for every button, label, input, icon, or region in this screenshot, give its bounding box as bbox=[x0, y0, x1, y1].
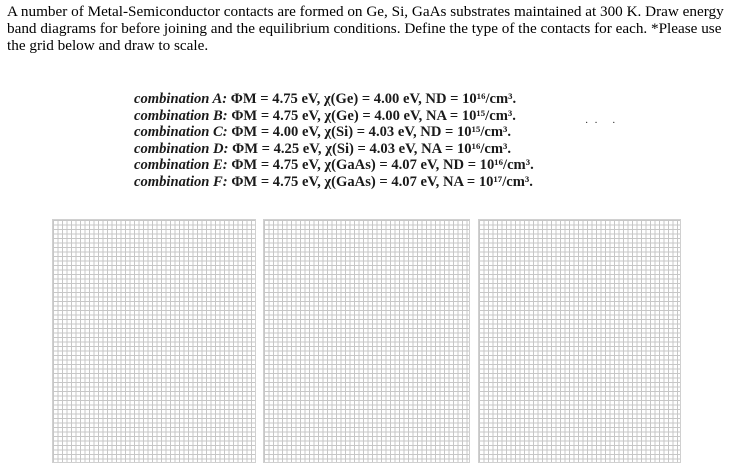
combination-params: ΦM = 4.25 eV, χ(Si) = 4.03 eV, NA = 10¹⁶/cm³. bbox=[232, 140, 512, 157]
combination-f bbox=[134, 174, 654, 191]
drawing-grid-1 bbox=[52, 219, 256, 463]
combination-params: ΦM = 4.75 eV, χ(GaAs) = 4.07 eV, ND = 10¹⁶/cm³. bbox=[231, 157, 534, 173]
question-text: A number of Metal-Semiconductor contacts are formed on Ge, Si, GaAs substrates maintained at 300 K. Draw energy band diagrams for before joining and the equilibrium conditions. Define the type of the contacts for each. *Please use the grid below and draw to scale. bbox=[7, 3, 724, 54]
combination-b bbox=[134, 108, 654, 125]
combination-label: combination A: bbox=[134, 91, 228, 107]
combination-label: combination C: bbox=[134, 124, 228, 140]
combination-e bbox=[134, 157, 654, 174]
combination-params: ΦM = 4.75 eV, χ(GaAs) = 4.07 eV, NA = 10¹⁷/cm³. bbox=[231, 173, 533, 190]
combination-d bbox=[134, 141, 654, 158]
combination-label: combination F: bbox=[134, 173, 228, 190]
combination-label: combination B: bbox=[134, 107, 228, 124]
combination-params: ΦM = 4.75 eV, χ(Ge) = 4.00 eV, ND = 10¹⁶/cm³. bbox=[230, 91, 517, 107]
combination-label: combination D: bbox=[134, 140, 229, 157]
drawing-grid-3 bbox=[478, 219, 681, 463]
combination-params: ΦM = 4.75 eV, χ(Ge) = 4.00 eV, NA = 10¹⁵/cm³. bbox=[231, 107, 516, 124]
combination-a bbox=[134, 91, 654, 108]
drawing-grid-2 bbox=[263, 219, 470, 463]
combination-params: ΦM = 4.00 eV, χ(Si) = 4.03 eV, ND = 10¹⁵/cm³. bbox=[231, 124, 512, 140]
combination-label: combination E: bbox=[134, 157, 228, 173]
combination-list bbox=[134, 91, 654, 190]
combination-c bbox=[134, 124, 654, 141]
stray-marks: ·· · bbox=[585, 118, 622, 129]
